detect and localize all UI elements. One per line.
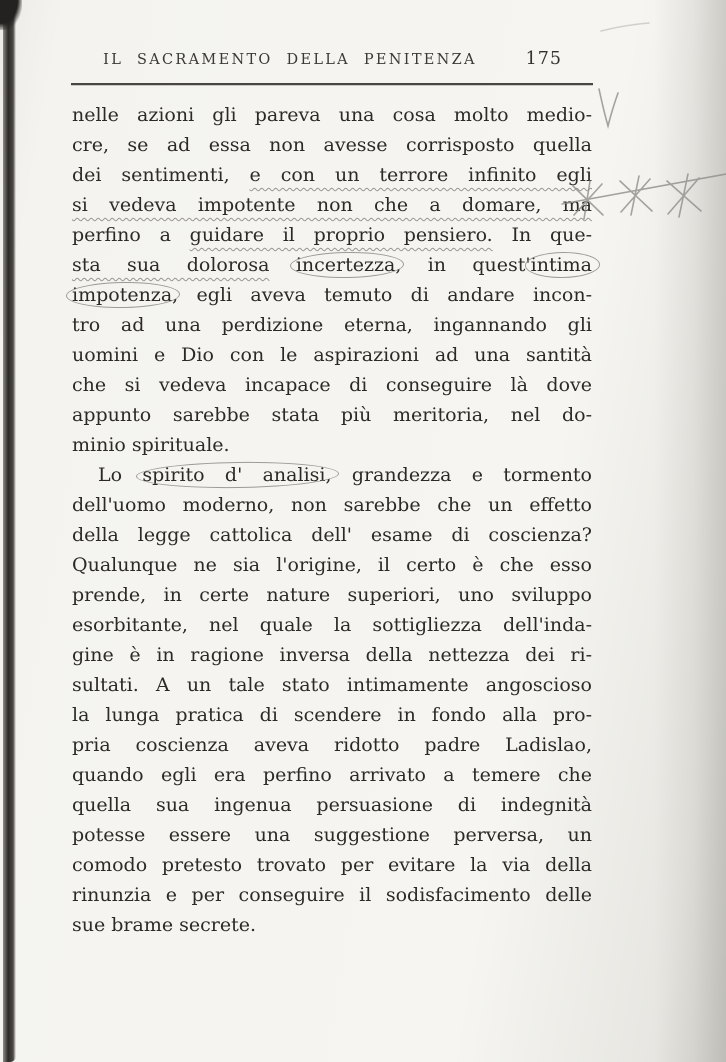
asterisk-stroke (621, 179, 650, 212)
text-segment: Lo (98, 464, 143, 486)
text-line (72, 640, 592, 670)
asterisk-stroke (679, 174, 688, 217)
text-segment: uomini e Dio con le aspirazioni ad una santità (72, 344, 592, 366)
text-segment: grandezza e tormento (331, 464, 592, 486)
page-edge-shading (654, 0, 726, 1062)
pencil-scratch-mark (601, 23, 649, 31)
circle-pencil-annotation: impotenza (72, 284, 173, 306)
text-segment: tro ad una perdizione eterna, ingannando gli (72, 314, 592, 336)
text-segment: gine è in ragione inversa della nettezza dei ri- (72, 644, 592, 666)
text-segment: appunto sarebbe stata più meritoria, nel do- (72, 404, 592, 426)
text-line (72, 880, 592, 910)
text-segment: che si vedeva incapace di conseguire là dove (72, 374, 592, 396)
text-line (72, 850, 592, 880)
text-segment: minio spirituale. (72, 434, 230, 456)
text-segment: dei sentimenti, (72, 164, 250, 186)
text-line (72, 790, 592, 820)
text-line (72, 700, 592, 730)
asterisk-stroke (668, 178, 699, 214)
text-segment: dell'uomo moderno, non sarebbe che un effetto (72, 494, 592, 516)
text-line (72, 430, 592, 460)
header-rule (71, 83, 593, 85)
text-segment: sue brame secrete. (72, 914, 257, 936)
text-line (72, 130, 592, 160)
underline-pencil-annotation: guidare il proprio pensiero. (189, 224, 493, 246)
text-segment: sultati. A un tale stato intimamente angoscioso (72, 674, 592, 696)
text-segment: prende, in certe nature superiori, uno sviluppo (72, 584, 592, 606)
text-line (72, 760, 592, 790)
text-segment: la lunga pratica di scendere in fondo alla pro- (72, 704, 592, 726)
text-line (72, 310, 592, 340)
text-segment: nelle azioni gli pareva una cosa molto medio- (72, 104, 592, 126)
text-line (72, 730, 592, 760)
text-segment (269, 254, 295, 276)
circle-pencil-annotation: incertezza (295, 254, 396, 276)
text-segment: della legge cattolica dell' esame di coscienza? (72, 524, 592, 546)
check-v-mark (599, 89, 618, 126)
underline-pencil-annotation: sta sua dolorosa (72, 254, 270, 276)
binding-shadow-edge (3, 0, 16, 1062)
text-segment: potesse essere una suggestione perversa, un (72, 824, 592, 846)
asterisk-stroke (620, 181, 652, 211)
text-segment: cre, se ad essa non avesse corrisposto quella (72, 134, 592, 156)
text-segment: pria coscienza aveva ridotto padre Ladislao, (72, 734, 592, 756)
text-segment: , egli aveva temuto di andare incon- (172, 284, 592, 306)
text-segment: quella sua ingenua persuasione di indegnità (72, 794, 592, 816)
text-line (72, 580, 592, 610)
chapter-title: IL SACRAMENTO DELLA PENITENZA (103, 52, 477, 68)
circle-pencil-annotation: spirito d' analisi, (142, 464, 332, 486)
text-line (72, 250, 592, 280)
text-segment: quando egli era perfino arrivato a temere che (72, 764, 592, 786)
text-segment: In que- (492, 224, 593, 246)
binding-corner-shadow (0, 0, 22, 30)
underline-pencil-annotation: e con un terrore infinito egli (249, 164, 592, 186)
page-number: 175 (525, 49, 562, 69)
text-line (72, 550, 592, 580)
text-segment: , in quest' (395, 254, 531, 276)
text-segment: Qualunque ne sia l'origine, il certo è che esso (72, 554, 592, 576)
page-body (72, 100, 592, 940)
circle-pencil-annotation: intima (530, 254, 593, 276)
text-line (72, 100, 592, 130)
text-segment: esorbitante, nel quale la sottigliezza dell'inda- (72, 614, 592, 636)
text-line (72, 400, 592, 430)
text-segment: rinunzia e per conseguire il sodisfacimento delle (72, 884, 592, 906)
text-line (72, 370, 592, 400)
asterisk-stroke (631, 176, 639, 215)
text-line (72, 490, 592, 520)
text-line (72, 340, 592, 370)
text-line (72, 910, 592, 940)
text-line (72, 160, 592, 190)
text-line (72, 670, 592, 700)
text-line (72, 190, 592, 220)
text-segment: perfino a (72, 224, 190, 246)
asterisk-stroke (667, 181, 701, 211)
text-line (72, 610, 592, 640)
text-line (72, 820, 592, 850)
text-line (72, 220, 592, 250)
text-line (72, 280, 592, 310)
text-line (72, 460, 592, 490)
running-header (72, 49, 592, 78)
text-line (72, 520, 592, 550)
underline-pencil-annotation: si vedeva impotente non che a domare, ma (72, 194, 592, 216)
text-segment: comodo pretesto trovato per evitare la via della (72, 854, 592, 876)
